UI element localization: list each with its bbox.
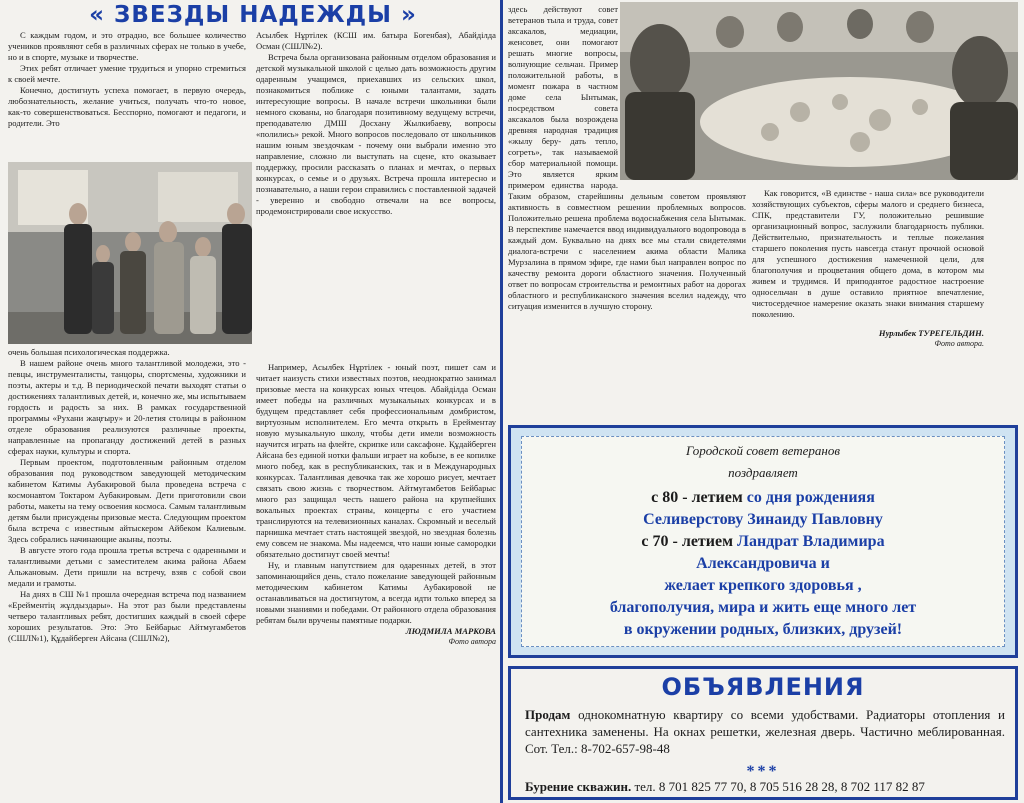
ads-box: [508, 666, 1018, 800]
paragraph: Например, Асылбек Нұртілек - юный поэт, пишет сам и читает наизусть стихи известных поэтов, неоднократно занимал призовые места на конкурсах юных чтецов. Абайділда Осман имеет победы на различных музыкальных конкурсах и в будущем представляет себя профессиональным домбристом, виртуозным исполнителем. Его мечта открыть в Ерейментау новую музыкальную школу, чтобы дети имели возможность научится играть на флейте, скрипке или саксафоне. Құдайберген Айсана без единой нотки фальши играет на кобызе, в ее копилке много побед, как в республиканских, так и в Международных конкурсах. Талантливая девочка так же хорошо рисует, мечтает связать свою жизнь с творчеством. Айтмугамбетов Бейбарыс много раз защищал честь нашего района на крупнейших вокальных проектах страны, концерты с его участием транслируются на телевизионных каналах. Скромный и веселый парнишка мечтает стать настоящей звездой, но звездная болезнь ему совсем не знакома. Мы надеемся, что наши юные самородки обязательно достигнут своей мечты!: [256, 362, 496, 559]
ad-drilling: [525, 779, 1005, 795]
paragraph: Как говорится, «В единстве - наша сила» все руководители хозяйствующих субъектов, сферы малого и среднего бизнеса, СПК, представители ГУ, положительно решившие организационный вопрос, заслужили благодарность публики. Действительно, признательность и теплые пожелания старшего поколения пусть навсегда станут прочной основой для успешного достижения намеченной цели, для благополучия и процветания общего дома, в котором мы живем и трудимся. И приподнятое радостное настроение односельчан в душе оставило приятное впечатление, чистосердечное намерение оказать знаки внимания старшему поколению.: [752, 188, 984, 319]
column-1-top: [8, 30, 246, 162]
photo-credit: Фото автора.: [934, 339, 984, 348]
greeting-line-6: Александровича и: [696, 555, 830, 572]
ads-title: ОБЪЯВЛЕНИЯ: [661, 673, 865, 701]
column-4: [752, 188, 984, 420]
column-divider: [500, 0, 503, 803]
greeting-frame: [521, 436, 1005, 647]
photo-students: [8, 162, 252, 344]
greeting-banner: [508, 425, 1018, 658]
greeting-line-2: поздравляет: [728, 465, 798, 480]
author-signature: Нурлыбек ТУРЕГЕЛЬДИН.: [878, 328, 984, 338]
paragraph: здесь действуют совет ветеранов тыла и труда, совет аксакалов, медиации, женсовет, они помогают решать многие вопросы, волнующие сельчан. Пример положительной работы, в момент пожара в частном доме села Ынтымак, посредством совета аксакалов была возрождена древняя народная традиция «жылу беру- дать тепло, согреть», так называемой сбор материальной помощи. Это является ярким примером единства народа. Таким образом, старейшины дельным советом проявляют активность в совместном решении проблемных вопросов. Положительно решена проблема водоснабжения села Ынтымак. В перспективе намечается ввод индивидуального водопровода в каждый дом. Буквально на днях все мы стали свидетелями диалога-встречи с населением акима области Малика Мурзалина в прямом эфире, где нами был направлен вопрос по качеству ремонта дороги областного значения. Полученный ответ по вопросам строительства и ремонтных работ на дорогах областного и республиканского значения вселил надежду, что ситуация изменится в лучшую сторону.: [508, 4, 746, 311]
greeting-line-3: [522, 489, 1004, 507]
paragraph: Этих ребят отличает умение трудиться и упорно стремиться к своей мечте.: [8, 63, 246, 84]
paragraph: В августе этого года прошла третья встреча с одаренными и талантливыми детьми с заместителем акима района Абаем Альжановым. Дети пришли на встречу, взяв с собой свои медали и грамоты.: [8, 545, 246, 588]
ad-text: однокомнатную квартиру со всеми удобствами. Радиаторы отопления и сантехника заменены. На окнах решетки, железная дверь. Частично меблированная. Сот. Тел.: 8-702-657-98-48: [525, 707, 1005, 756]
ad-label: Продам: [525, 707, 571, 722]
greeting-line-7: желает крепкого здоровья ,: [664, 577, 862, 594]
column-2-bottom: [256, 362, 496, 800]
greeting-anniversary-70: с 70 - летием: [641, 533, 734, 550]
ads-separator: ***: [746, 763, 780, 780]
headline: « ЗВЕЗДЫ НАДЕЖДЫ »: [89, 2, 417, 28]
paragraph: Ну, и главным напутствием для одаренных детей, в этот запоминающийся день, стало пожелание заведующей районным методическим кабинетом Катимы Аубакировой не останавливаться на достигнутом, а всегда идти только вперед за новыми знаниями и победами. От районного отдела образования ребятам были вручены памятные подарки.: [256, 560, 496, 625]
ad-apartment: [525, 707, 1005, 758]
greeting-text: Ландрат Владимира: [733, 533, 885, 550]
author-signature: ЛЮДМИЛА МАРКОВА: [405, 626, 496, 636]
column-2-top: [256, 30, 496, 360]
paragraph: очень большая психологическая поддержка.: [8, 347, 170, 357]
column-3-body: [508, 4, 746, 422]
paragraph: В нашем районе очень много талантливой молодежи, это - певцы, инструменталисты, танцоры, спортсмены, художники и поэты, актеры и т.д. В периодической печати выходят статьи о достижениях талантливых детей, и, конечно же, мы испытываем гордость и радость за них. В рамках государственной программы «Рухани жаңғыру» и 20-летия столицы в районном отделе образования реализуются различные проекты, направленные на пропаганду достижений детей в разных сферах науки, культуры и спорта.: [8, 358, 246, 456]
paragraph: На днях в СШ №1 прошла очередная встреча под названием «Ерейментің жұлдыздары». На этот раз были представлены четверо талантливых ребят, достигших каждый в своей сфере хороших результатов. Это: Это Бейбарыс Айтмугамбетов (СШЛ№1), Құдайберген Айсана (СШЛ№2),: [8, 589, 246, 643]
greeting-line-1: Городской совет ветеранов: [685, 443, 841, 458]
paragraph: Асылбек Нұртілек (КСШ им. батыра Богенбая), Абайділда Осман (СШЛ№2).: [256, 30, 496, 51]
greeting-line-4: Селиверстову Зинаиду Павловну: [643, 511, 883, 528]
ad-label: Бурение скважин.: [525, 779, 632, 794]
column-1-bottom: [8, 347, 246, 799]
greeting-line-8: благополучия, мира и жить еще много лет: [609, 599, 917, 616]
paragraph: Конечно, достигнуть успеха помогает, в первую очередь, любознательность, желание учиться, получать что-то новое, как-то совершенствоваться. Бесспорно, помогают и педагоги, и родители. Это: [8, 85, 246, 128]
greeting-anniversary-80: с 80 - летием: [651, 489, 743, 506]
photo-float-spacer: [618, 4, 746, 182]
paragraph: Первым проектом, подготовленным районным отделом образования под руководством заведующей методическим кабинетом Катимы Аубакировой была проведена встреча с космонавтом Токтаром Аубакировым. Дети приготовили свои работы, макеты на тему освоения космоса. Самым талантливым детям были присуждены призовые места. Следующим проектом была встреча с известным айтыскером Айбеком Калиевым. Здесь собрались начинающие акыны, поэты.: [8, 457, 246, 544]
greeting-line-5: [522, 533, 1004, 551]
greeting-line-9: в окружении родных, близких, друзей!: [623, 621, 903, 638]
greeting-text: со дня рожденияя: [742, 489, 875, 506]
paragraph: Встреча была организована районным отделом образования и детской музыкальной школой с целью дать возможность другим одаренным учащимся, приехавших из сельских школ, познакомиться поближе с юными талантами, задать интересующие вопросы. В начале встречи школьники были немного скованы, но благодаря позитивному ведущему встречи, преподавателю ДМШ Досхану Жылкибаеву, вопросы «полились» рекой. Много вопросов последовало от школьников нашим юным звездочкам - почему они выбрали именно это направление, сложно ли выступать на сцене, кто оказывает поддержку, просили рассказать о планах и мечтах, о первых конкурсах, о семье и о друзьях. Встреча прошла интересно и познавательно, а наши герои справились с поставленной задачей - уверенно и свободно отвечали на все вопросы, продемонстрировали свое искусство.: [256, 52, 496, 216]
ad-text: тел. 8 701 825 77 70, 8 705 516 28 28, 8 702 117 82 87: [631, 779, 925, 794]
paragraph: С каждым годом, и это отрадно, все большее количество учеников проявляют себя в различных сферах не только в учебе, но и в спорте, музыке и творчестве.: [8, 30, 246, 62]
photo-credit: Фото автора: [448, 637, 496, 646]
